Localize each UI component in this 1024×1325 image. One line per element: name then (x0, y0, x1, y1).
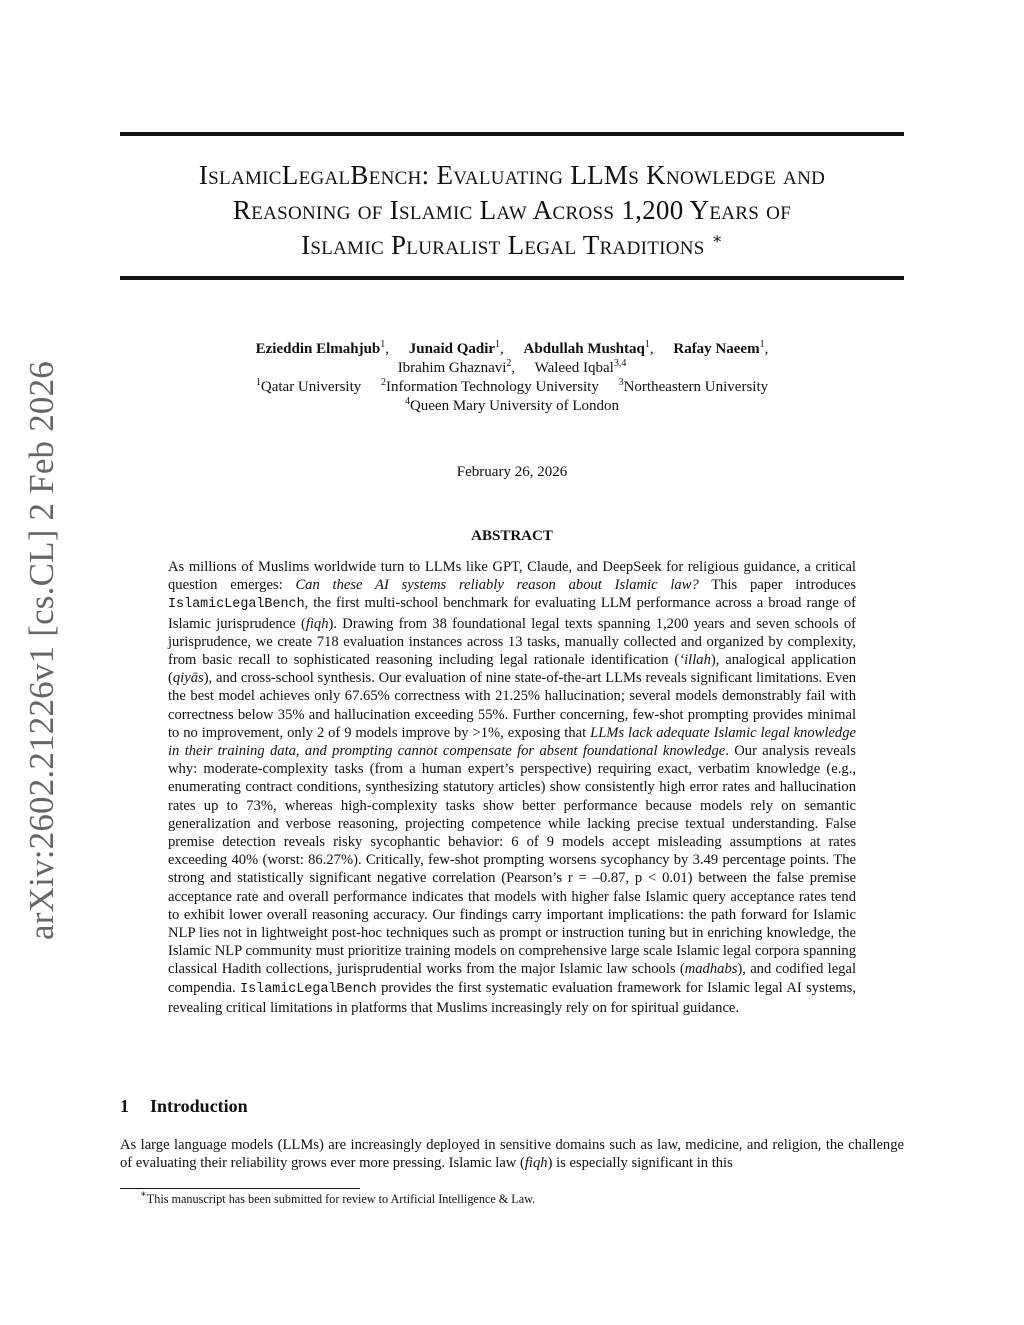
author-block (100, 340, 924, 416)
author-name: Rafay Naeem (673, 341, 760, 357)
affiliation: Northeastern University (623, 379, 769, 395)
affiliation: Qatar University (260, 379, 362, 395)
title-line-1: IslamicLegalBench: Evaluating LLMs Knowledge and (198, 160, 826, 190)
footnote-rule (120, 1188, 360, 1189)
author-name: Waleed Iqbal (534, 360, 614, 376)
title-line-3: Islamic Pluralist Legal Traditions ∗ (301, 230, 723, 260)
benchmark-name: IslamicLegalBench (168, 597, 305, 613)
affiliation: Queen Mary University of London (409, 398, 620, 414)
title-bottom-rule (120, 276, 904, 280)
affiliation-line-1: $^1$Qatar University $^2$Information Technology University $^3$Northeastern University (255, 377, 769, 395)
benchmark-name: IslamicLegalBench (240, 981, 377, 997)
title-line-2: Reasoning of Islamic Law Across 1,200 Years of (232, 195, 792, 225)
author-line-2: Ibrahim Ghaznavi$^2$, Waleed Iqbal$^{3,4}$ (397, 358, 627, 376)
author-name: Junaid Qadir (408, 341, 496, 357)
affiliation-line-2: $^4$Queen Mary University of London (404, 396, 620, 414)
abstract-heading: ABSTRACT (471, 528, 553, 544)
abstract-body: As millions of Muslims worldwide turn to LLMs like GPT, Claude, and DeepSeek for religious guidance, a critical question emerges: Can these AI systems reliably reason about Islamic law? This paper introduces IslamicLegalBench, the first multi-school benchmark for evaluating LLM performance across a broad range of Islamic jurisprudence (fiqh). Drawing from 38 foundational legal texts spanning 1,200 years and seven schools of jurisprudence, we create 718 evaluation instances across 13 tasks, manually collected and organized by complexity, from basic recall to sophisticated reasoning including legal rationale identification (‘illah), analogical application (qiyās), and cross-school synthesis. Our evaluation of nine state-of-the-art LLMs reveals significant limitations. Even the best model achieves only 67.65% correctness with 21.25% hallucination; several models demonstrably fail with correctness below 35% and hallucination exceeding 55%. Further concerning, few-shot prompting provides minimal to no improvement, only 2 of 9 models improve by >1%, exposing that LLMs lack adequate Islamic legal knowledge in their training data, and prompting cannot compensate for absent foundational knowledge. Our analysis reveals why: moderate-complexity tasks (from a human expert’s perspective) requiring exact, verbatim knowledge (e.g., enumerating contract conditions, synthesizing statutory articles) show consistently high error rates and hallucination rates up to 73%, whereas high-complexity tasks show better performance because models rely on semantic generalization and verbose reasoning, projecting competence while lacking precise textual understanding. False premise detection reveals risky sycophantic behavior: 6 of 9 models accept misleading assumptions at rates exceeding 40% (worst: 86.27%). Critically, few-shot prompting worsens sycophancy by 3.49 percentage points. The strong and statistically significant negative correlation (Pearson’s r = –0.87, p < 0.01) between the false premise acceptance rate and overall performance indicates that models with higher false Islamic query acceptance rates tend to exhibit lower overall reasoning accuracy. Our findings carry important implications: the path forward for Islamic NLP lies not in lightweight post-hoc techniques such as prompt or instruction tuning but in enriching knowledge, the Islamic NLP community must prioritize training models on comprehensive large scale Islamic legal corpora spanning classical Hadith collections, jurisprudential works from the major Islamic law schools (madhabs), and codified legal compendia. IslamicLegalBench provides the first systematic evaluation framework for Islamic legal AI systems, revealing critical limitations in platforms that Muslims increasingly rely on for spiritual guidance. (168, 559, 857, 1016)
arxiv-identifier: arXiv:2602.21226v1 [cs.CL] 2 Feb 2026 (22, 360, 61, 940)
author-name: Ezieddin Elmahjub (255, 341, 381, 357)
research-question: Can these AI systems reliably reason about Islamic law? (295, 577, 699, 594)
footnote: ∗This manuscript has been submitted for review to Artificial Intelligence & Law. (140, 1189, 536, 1206)
author-line-1: Ezieddin Elmahjub$^1$, Junaid Qadir$^1$, Abdullah Mushtaq$^1$, Rafay Naeem$^1$, (255, 339, 769, 357)
key-finding: LLMs lack adequate Islamic legal knowledge in their training data, and prompting cannot compensate for absent foundational knowledge (168, 724, 856, 760)
author-name: Ibrahim Ghaznavi (397, 360, 507, 376)
section-heading-introduction: 1 Introduction (120, 1096, 248, 1116)
title-top-rule (120, 132, 904, 136)
author-name: Abdullah Mushtaq (523, 341, 645, 357)
affiliation: Information Technology University (386, 379, 599, 395)
paper-date: February 26, 2026 (456, 464, 568, 480)
title-footnote-mark: ∗ (711, 231, 723, 248)
introduction-paragraph: As large language models (LLMs) are increasingly deployed in sensitive domains such as law, medicine, and religion, the challenge of evaluating their reliability grows ever more pressing. Islamic law (fiqh) is especially significant in this (120, 1137, 904, 1172)
paper-title (100, 158, 924, 263)
